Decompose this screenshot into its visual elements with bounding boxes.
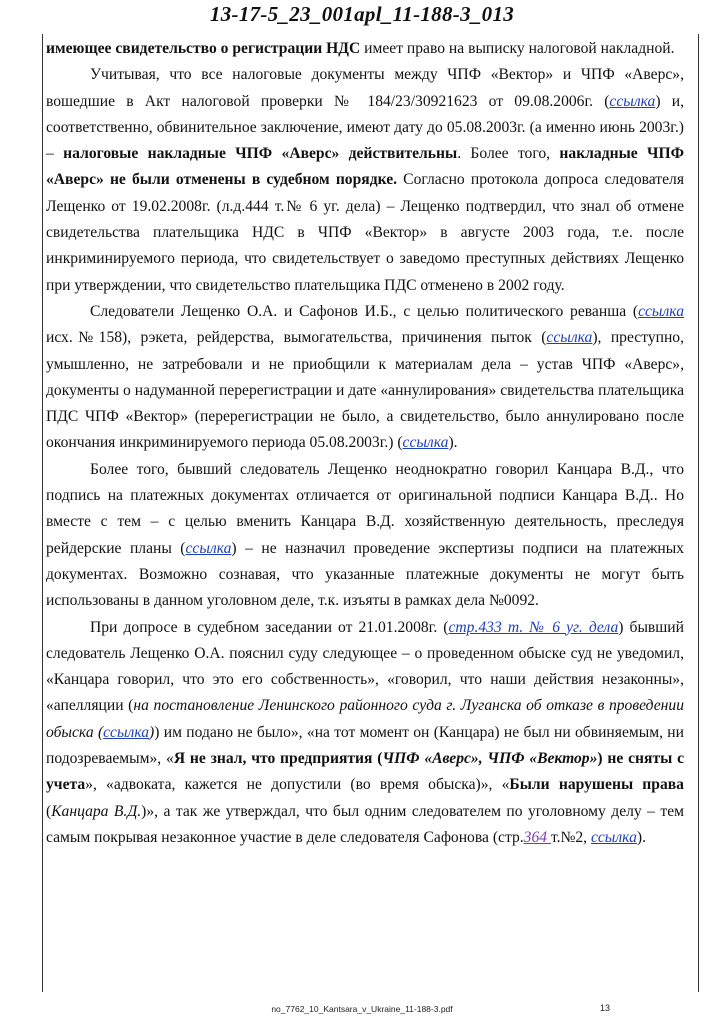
reference-link[interactable]: ссылка xyxy=(402,434,449,452)
bold-italic-text: ЧПФ «Аверс», ЧПФ «Вектор» xyxy=(382,750,598,768)
italic-text: Канцара В.Д. xyxy=(51,802,142,820)
italic-text: на постановление Ленинского районного суда г. Луганска об отказе в проведении обыска ( xyxy=(46,697,684,741)
text: Более того, бывший следователь Лещенко неоднократно говорил Канцара В.Д., что подпись на платежных документах отличается от оригинальной подписи Канцара В.Д.. Но вместе с тем – с целью вменить Канцара В.Д. хозяйственную деятельность, преследуя рейдерские планы ( xyxy=(46,460,684,557)
text: Следователи Лещенко О.А. и Сафонов И.Б., с целью политического реванша ( xyxy=(90,302,639,320)
right-margin-rule xyxy=(698,34,699,992)
text: ). xyxy=(636,828,646,846)
text: ) бывший следователь Лещенко О.А. пояснил суду следующее – о проведенном обыске суд не уведомил, «Канцара говорил, что это его собственность», «говорил, что наши действия незаконны», «апелляции ( xyxy=(46,618,684,715)
footer-file-name: no_7762_10_Kantsara_v_Ukraine_11-188-3.pdf xyxy=(271,1004,453,1014)
text: исх.№158), рэкета, рейдерства, вымогательства, причинения пыток ( xyxy=(46,329,547,347)
page-number: 13 xyxy=(600,1003,611,1013)
bold-text: накладные ЧПФ «Аверс» не были отменены в судебном порядке. xyxy=(46,145,685,189)
document-body xyxy=(46,36,684,851)
text: При допросе в судебном заседании от 21.01.2008г. ( xyxy=(90,618,449,636)
reference-link[interactable]: ссылка xyxy=(546,329,593,347)
page-link[interactable]: 364 xyxy=(523,828,551,846)
bold-text: Я не знал, что предприятия ( xyxy=(173,750,383,768)
text: ) и, соответственно, обвинительное заключение, имеют дату до 05.08.2003г. (а именно июнь 2003г.) – xyxy=(46,92,684,163)
paragraph-2 xyxy=(46,62,684,299)
reference-link[interactable]: ссылка xyxy=(590,828,637,846)
reference-link[interactable]: ссылка xyxy=(609,92,656,110)
text: Учитывая, что все налоговые документы между ЧПФ «Вектор» и ЧПФ «Аверс», вошедшие в Акт налоговой проверки № 184/23/30921623 от 09.08.2006г. ( xyxy=(46,66,684,110)
bold-text: ) не сняты с учета xyxy=(46,750,684,794)
left-margin-rule xyxy=(42,34,43,992)
paragraph-1 xyxy=(46,36,684,62)
document-id-header: 13-17-5_23_001apl_11-188-3_013 xyxy=(209,2,515,26)
paragraph-5 xyxy=(46,615,684,852)
bold-text: имеющее свидетельство о регистрации НДС xyxy=(46,40,361,57)
bold-text: Были нарушены права xyxy=(509,776,684,794)
text: Согласно протокола допроса следователя Лещенко от 19.02.2008г. (л.д.444 т.№ 6 уг. дела) – Лещенко подтвердил, что знал об отмене свидетельства плательщика НДС в ЧПФ «Вектор» в августе 2003 года, т.е. после инкриминируемого периода, что свидетельствует о заведомо преступных действиях Лещенко при утверждении, что свидетельство плательщика ПДС отменено в 2002 году. xyxy=(46,171,684,294)
text: )», а так же утверждал, что был одним следователем по уголовному делу – тем самым покрывая незаконное участие в деле следователя Сафонова (стр. xyxy=(46,802,684,846)
text: ) – не назначил проведение экспертизы подписи на платежных документах. Возможно сознавая, что указанные платежные документы не могут быть использованы в данном уголовном деле, т.к. изъяты в рамках дела №0092. xyxy=(46,539,684,610)
text: . Более того, xyxy=(457,145,560,163)
paragraph-4 xyxy=(46,457,684,615)
reference-link[interactable]: ссылка xyxy=(638,302,684,320)
case-page-link[interactable]: стр.433 т. № 6 уг. дела xyxy=(448,618,619,636)
text: ( xyxy=(46,802,52,820)
italic-text: ) xyxy=(149,723,155,741)
reference-link[interactable]: ссылка xyxy=(103,723,150,741)
text: ), преступно, умышленно, не затребовали и не приобщили к материалам дела – устав ЧПФ «Аверс», документы о надуманной перерегистрации и дате «аннулирования» свидетельства плательщика ПДС ЧПФ «Вектор» (перерегистрации не было, а свидетельство, было аннулировано после окончания инкриминируемого периода 05.08.2003г.) ( xyxy=(46,329,684,452)
text: ). xyxy=(448,434,458,452)
text: », «адвоката, кажется не допустили (во время обыска)», « xyxy=(85,776,510,794)
bold-text: налоговые накладные ЧПФ «Аверс» действительны xyxy=(63,145,458,163)
text: т.№2, xyxy=(550,828,591,846)
paragraph-3 xyxy=(46,299,684,457)
text: ) им подано не было», «на тот момент он (Канцара) не был ни обвиняемым, ни подозреваемым», « xyxy=(46,723,684,768)
text: имеет право на выписку налоговой накладной. xyxy=(360,40,675,57)
reference-link[interactable]: ссылка xyxy=(185,539,232,557)
